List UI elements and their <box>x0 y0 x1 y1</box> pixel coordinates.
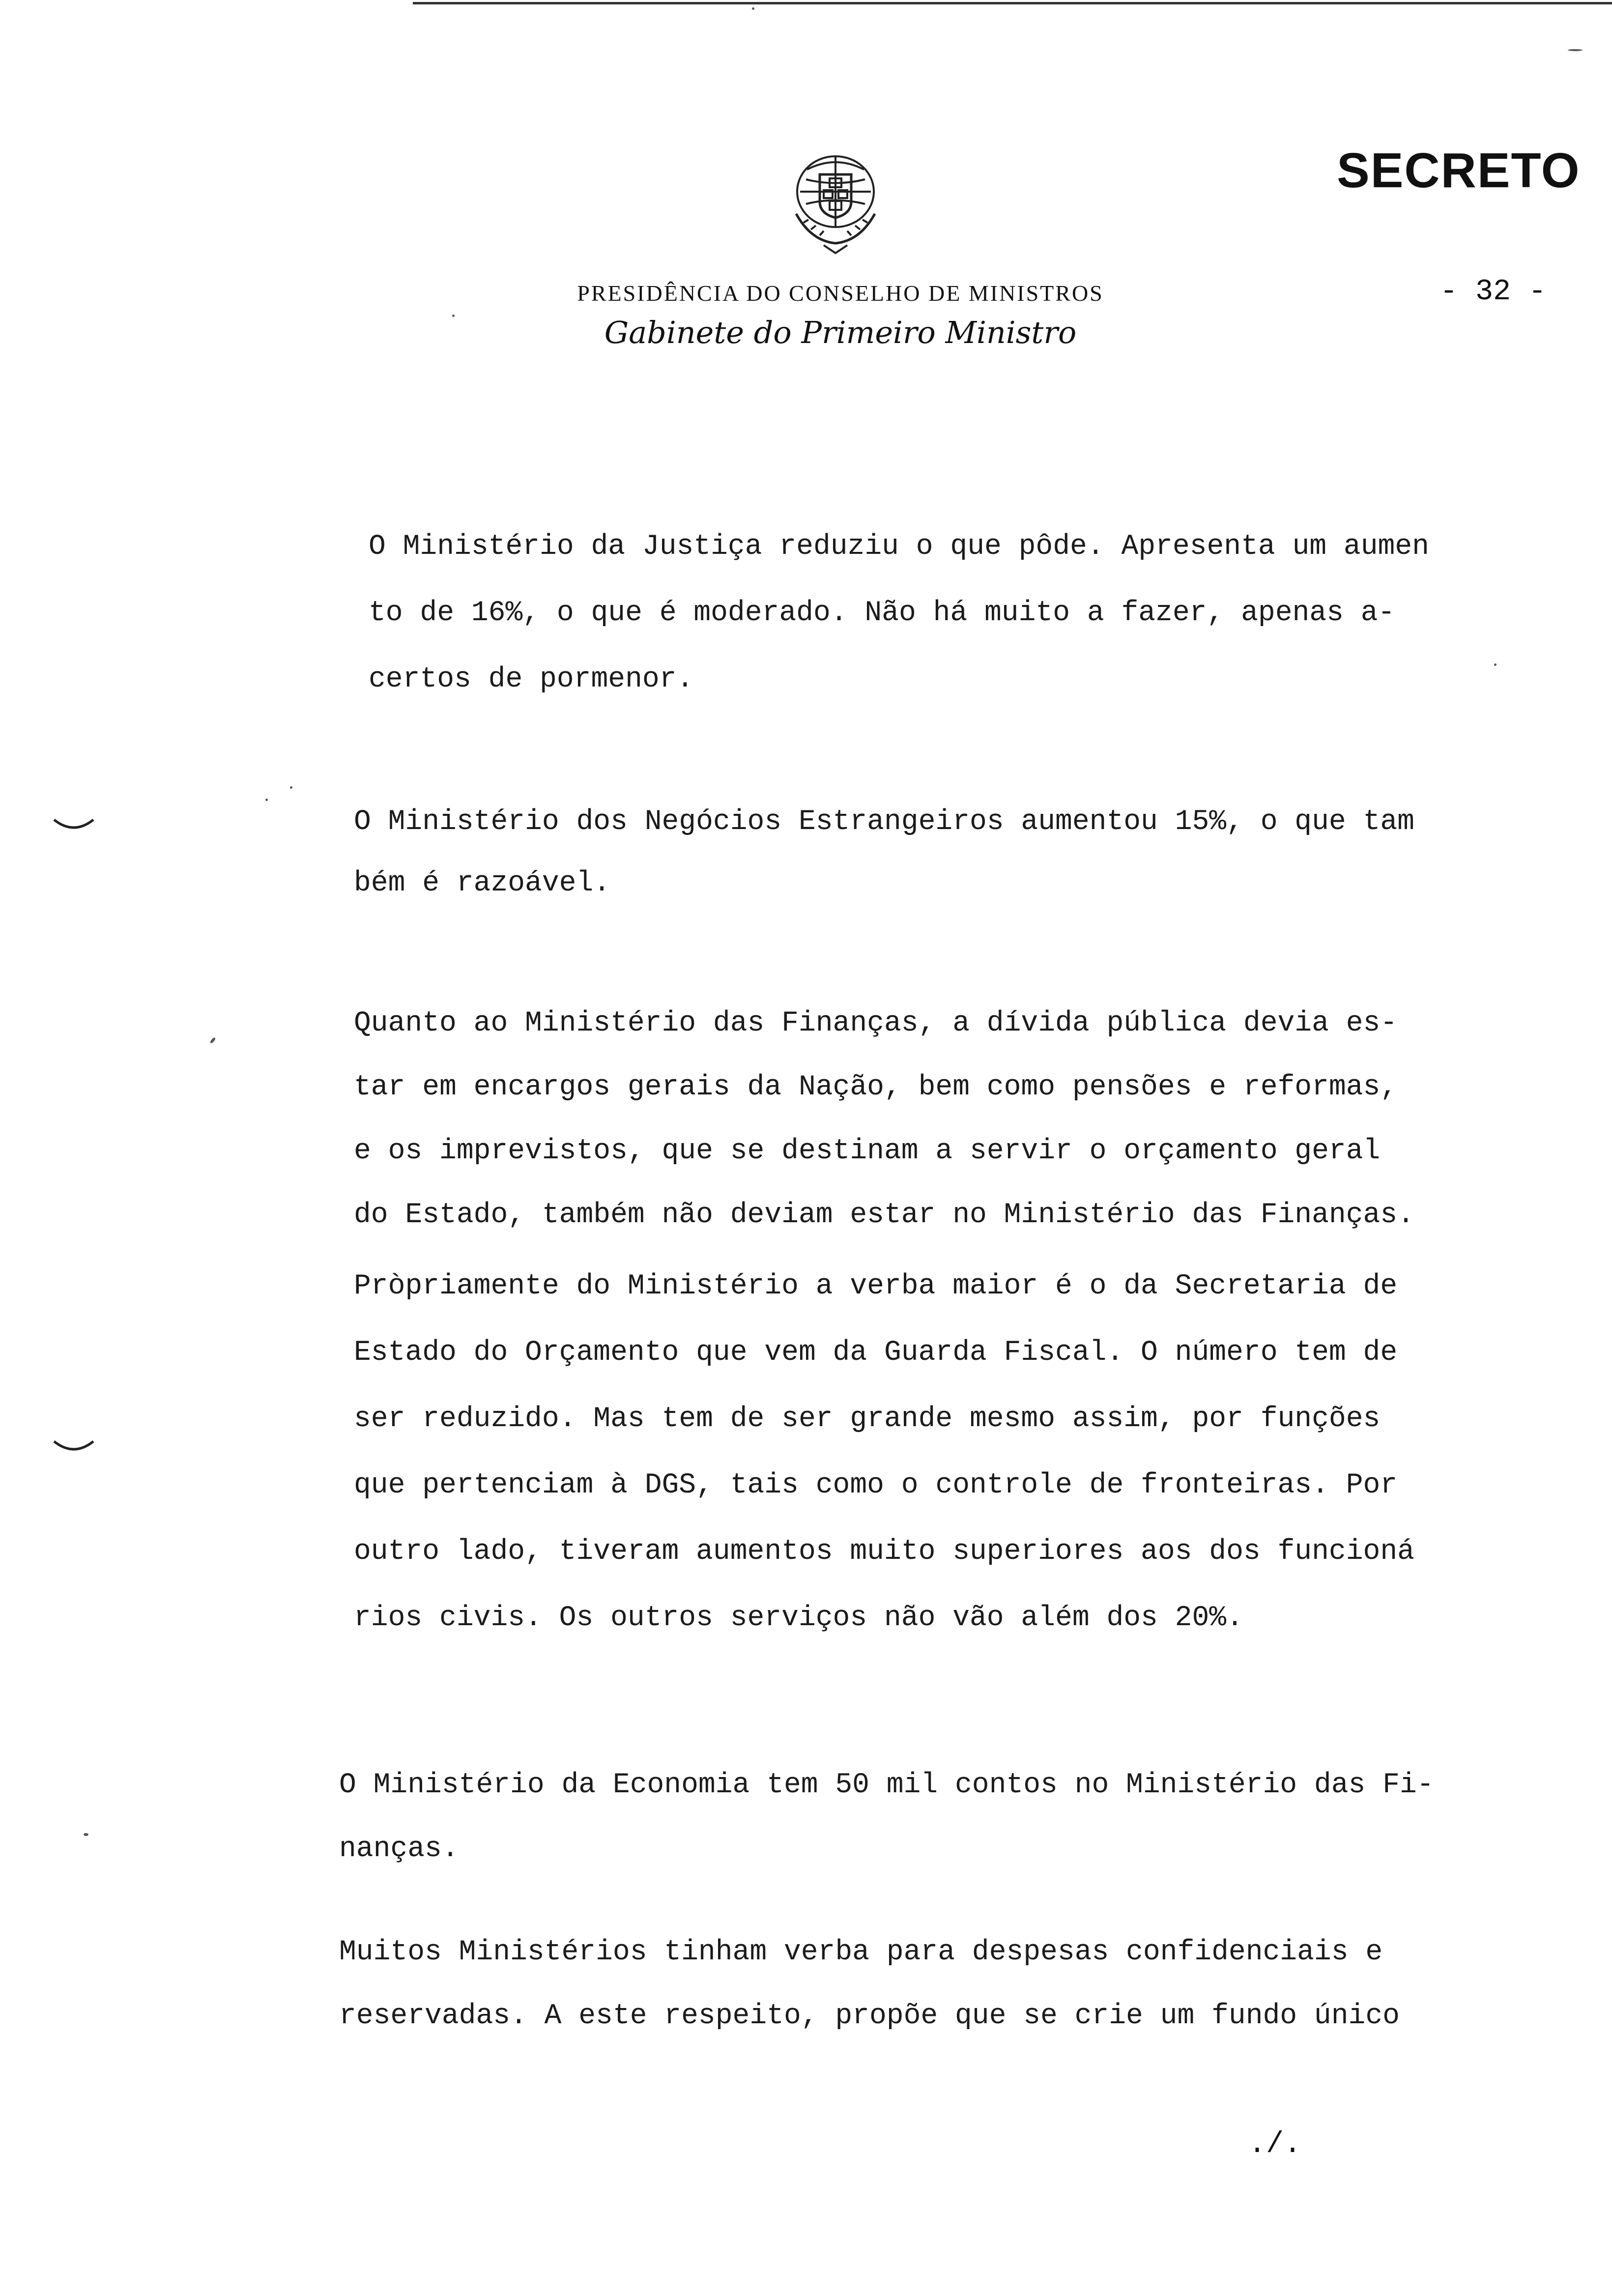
text-line: bém é razoável. <box>354 867 611 899</box>
classification-stamp: SECRETO <box>1337 143 1581 198</box>
paper-speck <box>452 315 455 317</box>
text-line: do Estado, também não deviam estar no Ministério das Finanças. <box>354 1199 1414 1231</box>
text-line: Quanto ao Ministério das Finanças, a dívida pública devia es- <box>354 1007 1398 1039</box>
text-line: Muitos Ministérios tinham verba para despesas confidenciais e <box>339 1936 1383 1968</box>
top-border-line <box>413 2 1612 4</box>
text-line: e os imprevistos, que se destinam a servir o orçamento geral <box>354 1135 1381 1167</box>
text-line: O Ministério dos Negócios Estrangeiros aumentou 15%, o que tam <box>354 806 1414 838</box>
text-line: Estado do Orçamento que vem da Guarda Fiscal. O número tem de <box>354 1337 1398 1369</box>
organization-name: PRESIDÊNCIA DO CONSELHO DE MINISTROS <box>577 281 1104 306</box>
office-name: Gabinete do Primeiro Ministro <box>604 315 1077 350</box>
text-line: rios civis. Os outros serviços não vão além dos 20%. <box>354 1602 1243 1634</box>
punch-hole-mark-icon <box>52 1437 96 1457</box>
page-number: - 32 - <box>1440 275 1547 309</box>
paper-speck <box>1494 663 1497 666</box>
continuation-mark: ./. <box>1248 2128 1302 2161</box>
paper-speck <box>1568 49 1583 51</box>
text-line: certos de pormenor. <box>369 663 694 695</box>
paper-speck <box>752 7 754 10</box>
text-line: nanças. <box>339 1833 459 1865</box>
text-line: O Ministério da Economia tem 50 mil contos no Ministério das Fi- <box>339 1769 1434 1801</box>
text-line: tar em encargos gerais da Nação, bem como pensões e reformas, <box>354 1071 1398 1103</box>
text-line: Pròpriamente do Ministério a verba maior é o da Secretaria de <box>354 1270 1398 1302</box>
paper-speck <box>265 799 268 801</box>
paper-speck <box>290 786 292 789</box>
text-line: ser reduzido. Mas tem de ser grande mesmo assim, por funções <box>354 1403 1381 1435</box>
punch-hole-mark-icon <box>52 816 96 835</box>
text-line: que pertenciam à DGS, tais como o controle de fronteiras. Por <box>354 1469 1398 1501</box>
coat-of-arms-icon <box>777 140 894 258</box>
text-line: reservadas. A este respeito, propõe que se crie um fundo único <box>339 2000 1400 2032</box>
paper-speck <box>84 1833 88 1836</box>
paper-speck <box>209 1037 216 1044</box>
text-line: to de 16%, o que é moderado. Não há muito a fazer, apenas a- <box>369 597 1395 629</box>
text-line: outro lado, tiveram aumentos muito superiores aos dos funcioná <box>354 1536 1414 1568</box>
text-line: O Ministério da Justiça reduziu o que pôde. Apresenta um aumen <box>369 531 1429 563</box>
